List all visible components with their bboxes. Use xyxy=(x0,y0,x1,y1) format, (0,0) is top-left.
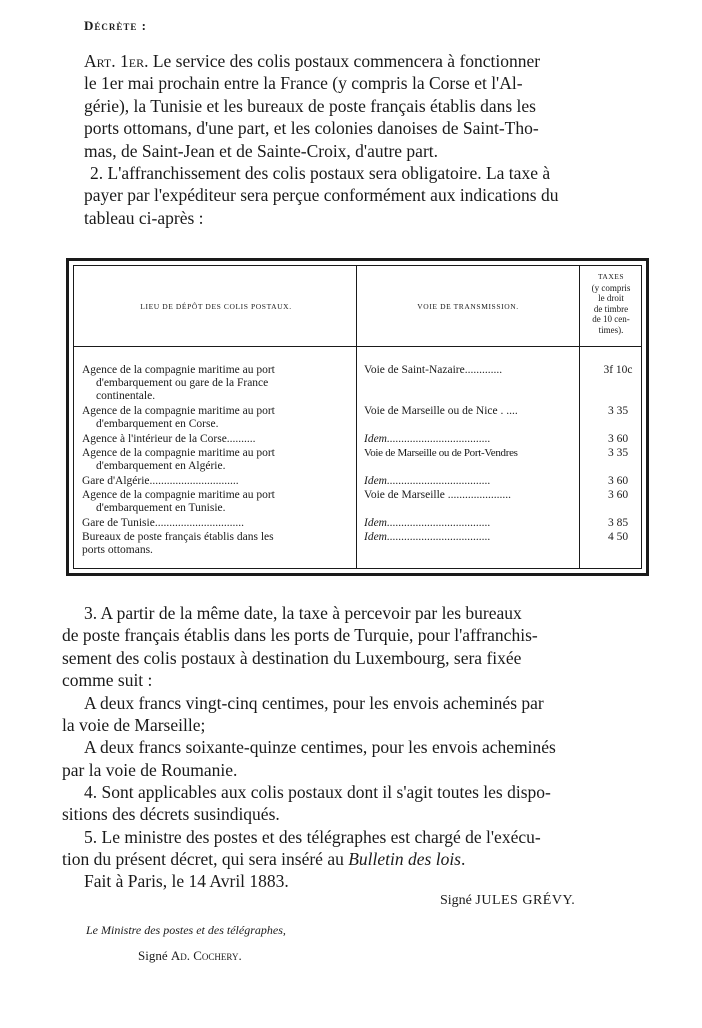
column-divider xyxy=(356,266,357,568)
article-1-line-1: Art. 1er. Le service des colis postaux commencera à fonctionner xyxy=(84,51,541,71)
table-row-lieu: Agence à l'intérieur de la Corse.......... xyxy=(82,433,256,445)
table-row-voie: Voie de Saint-Nazaire............. xyxy=(364,364,503,376)
table-row-lieu: Agence de la compagnie maritime au port d'embarquement ou gare de la France continentale. xyxy=(82,364,275,402)
table-row-lieu: Gare de Tunisie............................... xyxy=(82,517,244,529)
minister-title: Le Ministre des postes et des télégraphes, xyxy=(86,923,286,937)
article-1-line-3: gérie), la Tunisie et les bureaux de poste français établis dans les xyxy=(84,95,536,116)
table-row-taxe: 4 50 xyxy=(607,531,629,543)
article-3-line-2: de poste français établis dans les ports de Turquie, pour l'affranchis- xyxy=(62,625,538,646)
table-row-lieu: Agence de la compagnie maritime au port d'embarquement en Corse. xyxy=(82,405,275,430)
article-3-item-1: A deux francs vingt-cinq centimes, pour les envois acheminés par xyxy=(84,692,544,713)
header-lieu: LIEU DE DÉPÔT DES COLIS POSTAUX. xyxy=(140,302,292,311)
article-4-line-1: 4. Sont applicables aux colis postaux dont il s'agit toutes les dispo- xyxy=(84,782,551,802)
table-row-taxe: 3 60 xyxy=(607,489,629,501)
tariff-table-frame xyxy=(73,265,642,569)
table-row-voie: Voie de Marseille ou de Nice . .... xyxy=(364,405,518,417)
table-row-lieu: Agence de la compagnie maritime au port d'embarquement en Algérie. xyxy=(82,447,275,472)
table-row-taxe: 3f 10c xyxy=(603,364,633,376)
table-row-voie: Idem.................................... xyxy=(364,475,491,487)
table-row-taxe: 3 35 xyxy=(607,447,629,459)
header-divider xyxy=(74,346,641,347)
tariff-table xyxy=(66,258,649,576)
article-3-item-2-cont: par la voie de Roumanie. xyxy=(62,759,238,780)
table-row-voie: Idem.................................... xyxy=(364,433,491,445)
article-3 xyxy=(62,602,656,781)
table-row-voie: Idem.................................... xyxy=(364,517,491,529)
article-1 xyxy=(84,50,654,162)
table-row-lieu: Gare d'Algérie............................... xyxy=(82,475,239,487)
article-5-line-1: 5. Le ministre des postes et des télégraphes est chargé de l'exécu- xyxy=(84,827,541,847)
article-1-line-5: mas, de Saint-Jean et de Sainte-Croix, d'autre part. xyxy=(84,140,439,161)
decree-heading: Décrète : xyxy=(84,18,147,33)
table-row-taxe: 3 35 xyxy=(607,405,629,417)
table-row-voie: Idem.................................... xyxy=(364,531,491,543)
article-3-line-3: sement des colis postaux à destination du Luxembourg, sera fixée xyxy=(62,647,522,668)
article-2-line-1: 2. L'affranchissement des colis postaux sera obligatoire. La taxe à xyxy=(90,163,551,183)
header-voie: VOIE DE TRANSMISSION. xyxy=(417,302,519,311)
signature: Signé JULES GRÉVY. xyxy=(440,893,576,908)
fait-a-paris: Fait à Paris, le 14 Avril 1883. xyxy=(84,871,289,891)
table-row-taxe: 3 60 xyxy=(607,433,629,445)
article-1-line-4: ports ottomans, d'une part, et les colonies danoises de Saint-Tho- xyxy=(84,118,539,139)
table-row-lieu: Agence de la compagnie maritime au port d'embarquement en Tunisie. xyxy=(82,489,275,514)
table-row-lieu: Bureaux de poste français établis dans les ports ottomans. xyxy=(82,531,274,556)
header-taxes: TAXES (y compris le droit de timbre de 10 cen- times). xyxy=(591,272,631,335)
table-row-voie: Voie de Marseille ...................... xyxy=(364,489,512,501)
article-1-label: Art. 1er. xyxy=(84,51,149,71)
article-2 xyxy=(84,162,654,229)
table-row-taxe: 3 85 xyxy=(607,517,629,529)
table-row-taxe: 3 60 xyxy=(607,475,629,487)
article-5-line-2: tion du présent décret, qui sera inséré au Bulletin des lois. xyxy=(62,849,466,870)
article-2-line-2: payer par l'expéditeur sera perçue conformément aux indications du xyxy=(84,185,559,206)
article-2-line-3: tableau ci-après : xyxy=(84,207,204,228)
article-4-line-2: sitions des décrets susindiqués. xyxy=(62,804,280,825)
article-3-item-1-cont: la voie de Marseille; xyxy=(62,715,206,736)
article-1-line-2: le 1er mai prochain entre la France (y compris la Corse et l'Al- xyxy=(84,73,523,94)
article-5 xyxy=(62,826,656,871)
article-4 xyxy=(62,781,656,826)
article-3-item-2: A deux francs soixante-quinze centimes, pour les envois acheminés xyxy=(84,737,556,758)
minister-signature: Signé Ad. Cochery. xyxy=(138,948,242,963)
column-divider xyxy=(579,266,580,568)
table-row-voie: Voie de Marseille ou de Port-Vendres xyxy=(364,447,518,459)
article-3-line-4: comme suit : xyxy=(62,670,153,691)
article-3-line-1: 3. A partir de la même date, la taxe à percevoir par les bureaux xyxy=(84,603,522,623)
